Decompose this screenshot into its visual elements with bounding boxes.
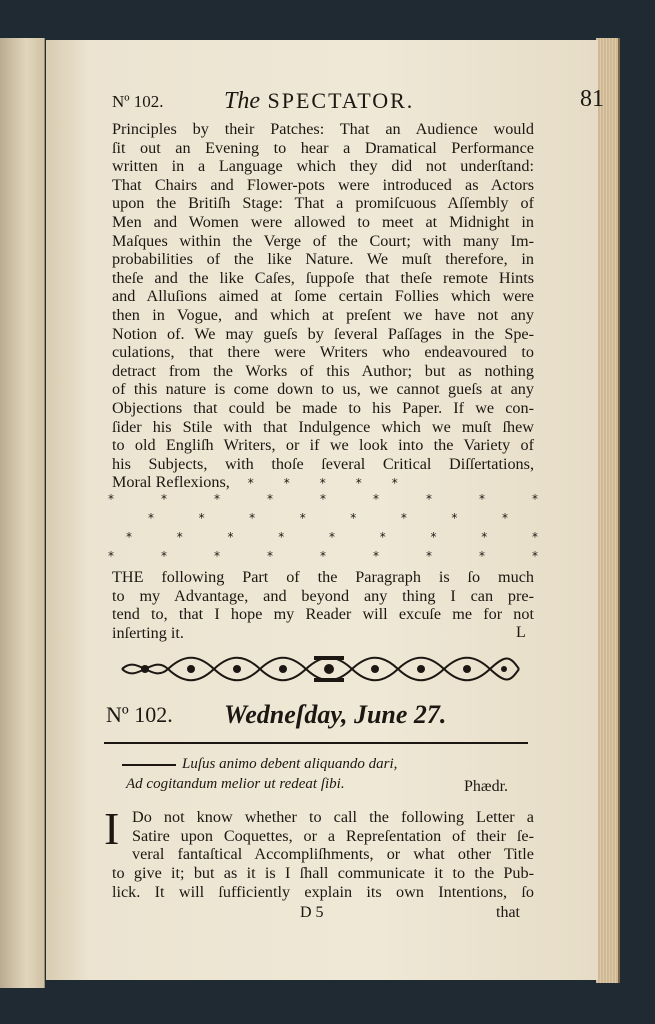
- title-prefix: The: [224, 88, 260, 114]
- book-fore-edge: [596, 38, 620, 983]
- catchword: that: [496, 904, 520, 921]
- text-line: THE following Part of the Paragraph is ſo much: [112, 568, 534, 586]
- signature-mark: D 5: [300, 904, 324, 921]
- text-line: That Chairs and Flower-pots were introduced as Actors: [112, 175, 534, 194]
- text-line: detract from the Works of this Author; but as nothing: [112, 361, 534, 380]
- page-number: 81: [580, 86, 604, 112]
- text-line: to my Advantage, and beyond any thing I can pre-: [112, 586, 534, 605]
- text-line: upon the Britiſh Stage: That a promiſcuous Aſſembly of: [112, 194, 534, 213]
- book-page: [46, 40, 604, 980]
- text-line: tend to, that I hope my Reader will excuſe me for not: [112, 605, 534, 624]
- text-line: probabilities of the like Nature. We muſt therefore, in: [112, 250, 534, 269]
- text-line: written in a Language which they did not underſtand:: [112, 157, 534, 176]
- text-line: Objections that could be made to his Paper. If we con-: [112, 398, 534, 417]
- asterisk-row-inline: *****: [247, 476, 428, 491]
- text-line: of this nature is come down to us, we cannot gueſs at any: [112, 380, 534, 399]
- text-line: to old Engliſh Writers, or if we look into the Variety of: [112, 436, 534, 455]
- drop-cap: I: [104, 803, 120, 854]
- asterisk-row: * * * * * * * *: [148, 511, 508, 525]
- motto-text-2: Ad cogitandum melior ut redeat ſibi.: [126, 776, 345, 792]
- text-line: Maſques within the Verge of the Court; with many Im-: [112, 231, 534, 250]
- horizontal-rule: [104, 742, 528, 744]
- issue-heading: [106, 700, 536, 732]
- text-line: to give it; but as it is I ſhall communicate it to the Pub-: [112, 864, 534, 882]
- decorative-ornament-band: [118, 652, 523, 686]
- motto-author: Phædr.: [464, 778, 509, 795]
- running-head-number: Nº 102.: [112, 92, 164, 111]
- text-line: theſe and the like Caſes, ſuppoſe that theſe remote Hints: [112, 268, 534, 287]
- paragraph-1: [112, 120, 534, 492]
- paragraph-2: [112, 568, 534, 642]
- motto-text-1: Luſus animo debent aliquando dari,: [182, 756, 398, 772]
- text-line: veral fantaſtical Accompliſhments, or what other Title: [132, 845, 534, 864]
- signature-letter: L: [516, 624, 526, 641]
- asterisk-lacuna: [108, 492, 538, 568]
- text-line: then in Vogue, and which at preſent we have not any: [112, 305, 534, 324]
- text-line: and Alluſions aimed at ſome certain Follies which were: [112, 287, 534, 306]
- asterisk-row: * * * * * * * * *: [108, 492, 538, 506]
- text-line: Notion of. We may gueſs by ſeveral Paſſages in the Spe-: [112, 324, 534, 343]
- running-head: [112, 86, 604, 116]
- text-line: culations, that there were Writers who endeavoured to: [112, 343, 534, 362]
- asterisk-row: * * * * * * * * *: [126, 530, 538, 544]
- text-line: ſider his Stile with that Indulgence which we muſt ſhew: [112, 417, 534, 436]
- text-line: Do not know whether to call the following Letter a: [132, 808, 534, 826]
- text-line: Satire upon Coquettes, or a Repreſentation of their ſe-: [132, 826, 534, 845]
- text-line: Principles by their Patches: That an Audience would: [112, 120, 534, 138]
- issue-number: Nº 102.: [106, 702, 173, 727]
- text-line: ſit out an Evening to hear a Dramatical Performance: [112, 138, 534, 157]
- title-main: SPECTATOR.: [267, 88, 415, 113]
- text-line: his Subjects, with thoſe ſeveral Critical Diſſertations,: [112, 454, 534, 473]
- asterisk-row: * * * * * * * * *: [108, 549, 538, 563]
- paragraph-3-indented: [132, 808, 534, 864]
- motto-line-1: [122, 756, 532, 773]
- text-line: [112, 473, 534, 492]
- text-line: inſerting it.: [112, 623, 184, 642]
- issue-date: Wedneſday, June 27.: [224, 700, 447, 729]
- text-line: Men and Women were allowed to meet at Midnight in: [112, 212, 534, 231]
- text-line: lick. It will ſufficiently explain its own Intentions, ſo: [112, 882, 534, 901]
- running-head-title: [224, 88, 414, 115]
- left-page-edge: [0, 38, 45, 988]
- paragraph-3: [112, 864, 534, 901]
- text-line-fragment: Moral Reflexions,: [112, 473, 230, 492]
- motto-dash: [122, 764, 176, 766]
